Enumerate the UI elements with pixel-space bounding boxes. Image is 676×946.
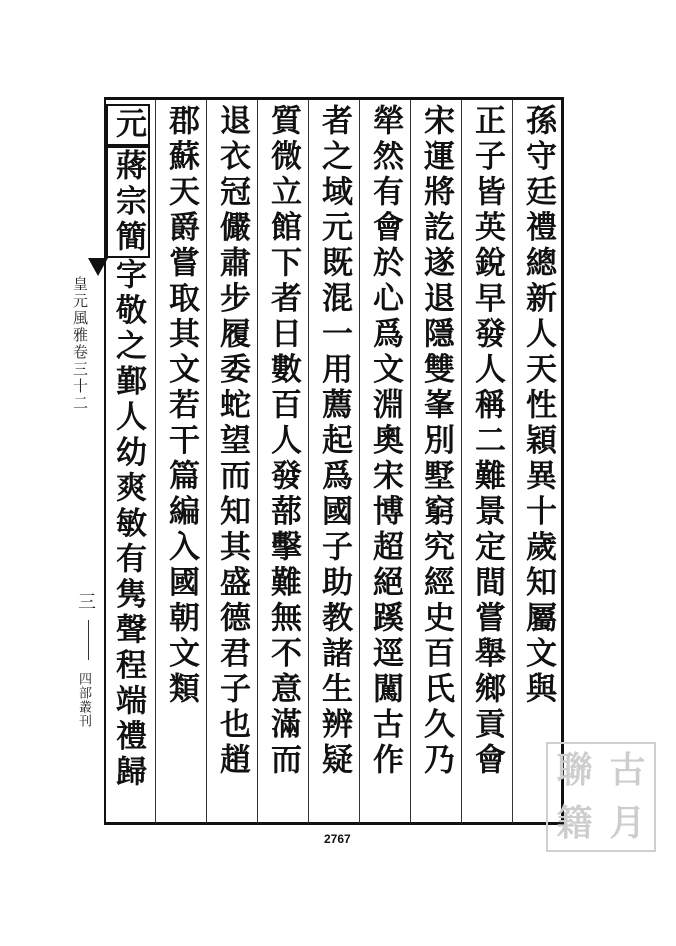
dynasty-label: 元	[106, 104, 150, 146]
column-rule	[206, 100, 207, 823]
text-column-6: 質微立館下者日數百人發蔀擊難無不意滿而	[265, 104, 301, 779]
margin-title: 皇元風雅卷三十二	[71, 276, 89, 412]
column-rule	[461, 100, 462, 823]
column-rule	[410, 100, 411, 823]
seal-char: 聯	[556, 749, 593, 791]
column-rule	[359, 100, 360, 823]
library-seal	[546, 742, 656, 852]
margin-leaf-number: 三	[75, 592, 96, 612]
column-rule	[308, 100, 309, 823]
author-biography: 字敬之鄞人幼爽敏有隽聲程端禮歸	[110, 258, 146, 791]
text-column-4: 犖然有會於心爲文淵奧宋博超絕蹊逕闖古作	[367, 104, 403, 779]
text-column-3: 宋運將訖遂退隱雙峯別墅窮究經史百氏久乃	[418, 104, 454, 779]
column-rule	[512, 100, 513, 823]
text-column-2: 正子皆英銳早發人稱二難景定間嘗舉鄉貢會	[469, 104, 505, 779]
page-number: 2767	[324, 832, 351, 846]
seal-char: 古	[609, 749, 646, 791]
column-rule	[257, 100, 258, 823]
seal-char: 籍	[556, 802, 593, 844]
author-name: 蔣宗簡	[106, 146, 150, 259]
seal-char: 月	[609, 802, 646, 844]
margin-divider	[88, 620, 89, 660]
text-column-8: 郡蘇天爵嘗取其文若干篇編入國朝文類	[163, 104, 199, 708]
text-column-1: 孫守廷禮總新人天性穎異十歲知屬文與	[520, 104, 556, 708]
text-column-7: 退衣冠儼肅步履委蛇望而知其盛德君子也趙	[214, 104, 250, 779]
margin-category: 四部叢刊	[76, 672, 91, 728]
heading-column	[110, 104, 150, 791]
column-rule	[155, 100, 156, 823]
text-column-5: 者之域元既混一用薦起爲國子助教諸生辨疑	[316, 104, 352, 779]
